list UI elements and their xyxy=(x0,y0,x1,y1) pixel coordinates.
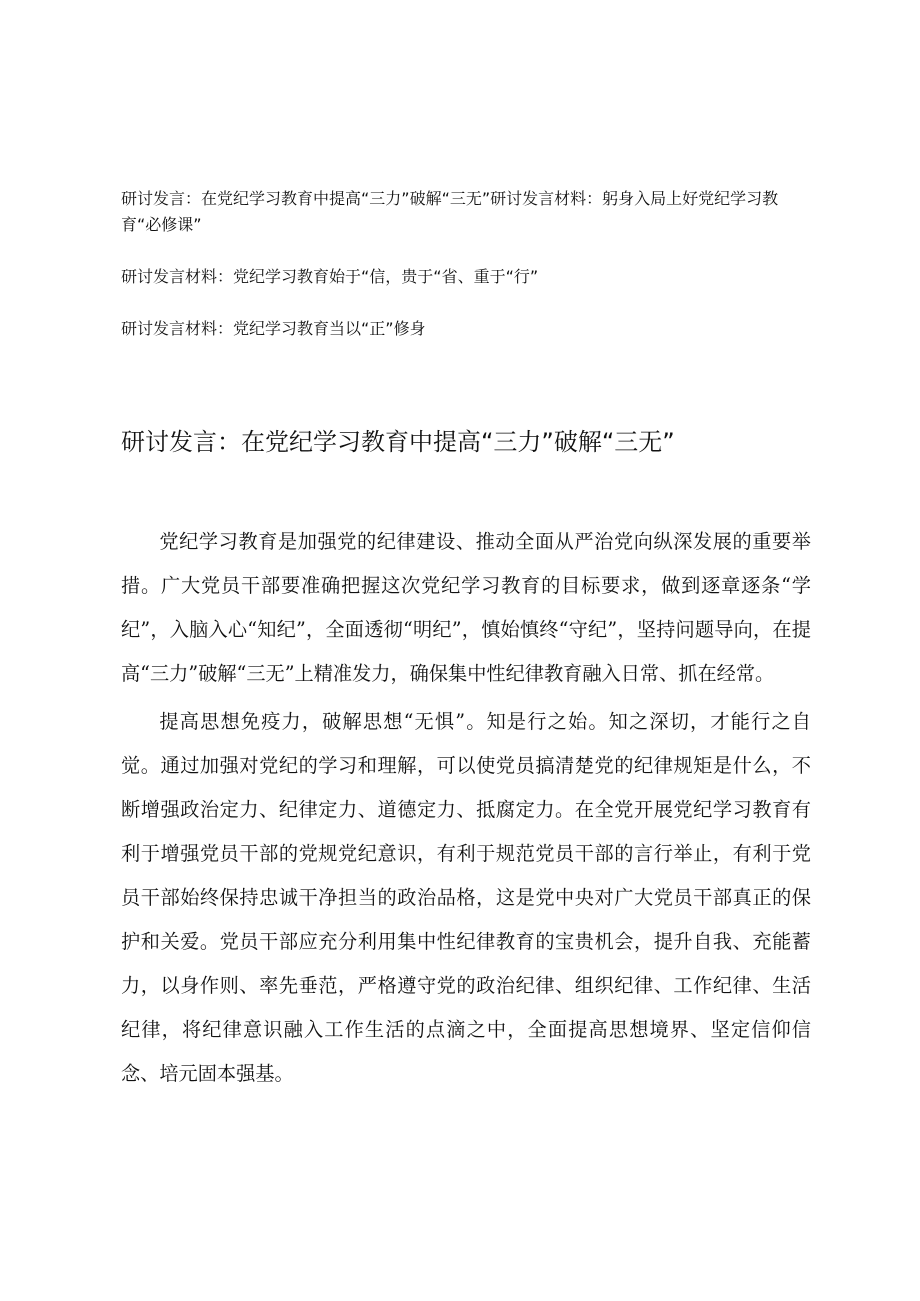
table-of-contents xyxy=(121,186,811,368)
article-title: 研讨发言：在党纪学习教育中提高“三力”破解“三无” xyxy=(121,428,675,456)
article-body xyxy=(121,520,811,1100)
toc-item: 研讨发言：在党纪学习教育中提高“三力”破解“三无”研讨发言材料：躬身入局上好党纪学习教育“必修课” xyxy=(121,189,779,234)
body-paragraph: 提高思想免疫力，破解思想“无惧”。知是行之始。知之深切，才能行之自觉。通过加强对党纪的学习和理解，可以使党员搞清楚党的纪律规矩是什么，不断增强政治定力、纪律定力、道德定力、抵腐定力。在全党开展党纪学习教育有利于增强党员干部的党规党纪意识，有利于规范党员干部的言行举止，有利于党员干部始终保持忠诚干净担当的政治品格，这是党中央对广大党员干部真正的保护和关爱。党员干部应充分利用集中性纪律教育的宝贵机会，提升自我、充能蓄力，以身作则、率先垂范，严格遵守党的政治纪律、组织纪律、工作纪律、生活纪律，将纪律意识融入工作生活的点滴之中，全面提高思想境界、坚定信仰信念、培元固本强基。 xyxy=(121,710,811,1085)
body-paragraph: 党纪学习教育是加强党的纪律建设、推动全面从严治党向纵深发展的重要举措。广大党员干部要准确把握这次党纪学习教育的目标要求，做到逐章逐条“学纪”，入脑入心“知纪”，全面透彻“明纪”，慎始慎终“守纪”，坚持问题导向，在提高“三力”破解“三无”上精准发力，确保集中性纪律教育融入日常、抓在经常。 xyxy=(121,530,811,685)
toc-item: 研讨发言材料：党纪学习教育始于“信，贵于“省、重于“行” xyxy=(121,267,539,286)
toc-item: 研讨发言材料：党纪学习教育当以“正”修身 xyxy=(121,319,426,338)
